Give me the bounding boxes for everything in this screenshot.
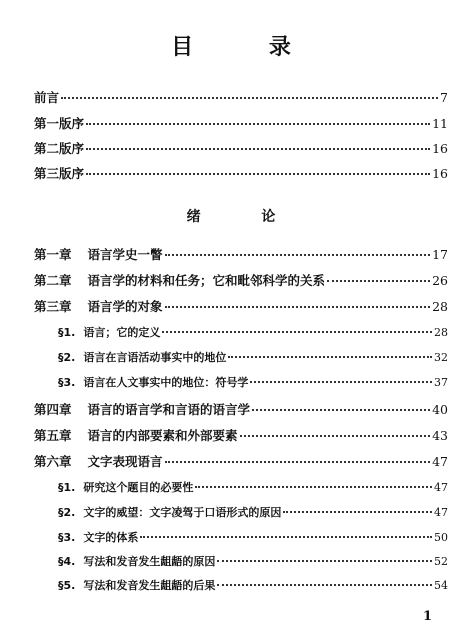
toc-page-number: 47: [434, 481, 448, 494]
toc-label: 语言学史一瞥: [87, 247, 163, 262]
toc-row-front: [34, 88, 448, 106]
toc-row-paragraph: [58, 479, 448, 495]
toc-row-paragraph: [58, 349, 448, 365]
paragraph-number: §2.: [58, 506, 76, 519]
dot-leader: [165, 296, 431, 308]
dot-leader: [140, 526, 432, 538]
dot-leader: [86, 113, 430, 125]
toc-label: 语言的语言学和言语的语言学: [87, 402, 251, 417]
chapter-number: 第四章: [34, 402, 72, 417]
dot-leader: [86, 163, 430, 175]
toc-row-chapter: [34, 426, 448, 444]
dot-leader: [252, 399, 430, 411]
toc-page-number: 52: [434, 555, 448, 568]
toc-page-number: 47: [432, 454, 448, 469]
dot-leader: [162, 321, 432, 333]
toc-row-paragraph: [58, 577, 448, 593]
toc-page-number: 40: [432, 402, 448, 417]
toc-label: 文字表现语言: [87, 454, 163, 469]
chapter-number: 第一章: [34, 247, 72, 262]
paragraph-number: §3.: [58, 376, 76, 389]
toc-page-number: 37: [434, 376, 448, 389]
toc-row-chapter: [34, 400, 448, 418]
toc-page-number: 32: [434, 351, 448, 364]
dot-leader: [165, 244, 431, 256]
toc-row-chapter: [34, 452, 448, 470]
toc-page-number: 47: [434, 506, 448, 519]
dot-leader: [250, 371, 432, 383]
toc-page-number: 26: [432, 273, 448, 288]
toc-page-number: 17: [432, 247, 448, 262]
toc-row-paragraph: [58, 553, 448, 569]
dot-leader: [165, 451, 431, 463]
toc-row-paragraph: [58, 324, 448, 340]
paragraph-number: §5.: [58, 579, 76, 592]
toc-label: 研究这个题目的必要性: [83, 481, 194, 494]
toc-page-number: 16: [432, 166, 448, 181]
chapter-number: 第三章: [34, 299, 72, 314]
toc-page-number: 50: [434, 531, 448, 544]
dot-leader: [327, 270, 430, 282]
toc-page-number: 28: [434, 326, 448, 339]
toc-label: 写法和发音发生龃龉的后果: [83, 579, 216, 592]
toc-page-number: 28: [432, 299, 448, 314]
paragraph-number: §2.: [58, 351, 76, 364]
toc-row-front: [34, 114, 448, 132]
dot-leader: [86, 138, 430, 150]
dot-leader: [217, 574, 432, 586]
dot-leader: [283, 501, 432, 513]
paragraph-number: §3.: [58, 531, 76, 544]
dot-leader: [217, 550, 432, 562]
toc-label: 语言；它的定义: [83, 326, 161, 339]
toc-label: 文字的威望：文字凌驾于口语形式的原因: [83, 506, 282, 519]
toc-row-paragraph: [58, 529, 448, 545]
toc-page-number: 11: [432, 116, 448, 131]
toc-label: 语言学的对象: [87, 299, 163, 314]
dot-leader: [195, 476, 432, 488]
toc-page-number: 7: [440, 90, 448, 105]
toc-page-number: 16: [432, 141, 448, 156]
toc-row-chapter: [34, 297, 448, 315]
toc-label: 文字的体系: [83, 531, 139, 544]
paragraph-number: §4.: [58, 555, 76, 568]
dot-leader: [61, 87, 438, 99]
footer-page-number: 1: [422, 609, 432, 624]
dot-leader: [228, 346, 432, 358]
toc-row-front: [34, 139, 448, 157]
toc-label: 语言学的材料和任务；它和毗邻科学的关系: [87, 273, 326, 288]
paragraph-number: §1.: [58, 481, 76, 494]
toc-page-number: 54: [434, 579, 448, 592]
chapter-number: 第二章: [34, 273, 72, 288]
toc-label: 第三版序: [34, 166, 85, 181]
dot-leader: [240, 425, 431, 437]
toc-label: 语言的内部要素和外部要素: [87, 428, 238, 443]
chapter-number: 第五章: [34, 428, 72, 443]
toc-row-chapter: [34, 271, 448, 289]
section-title: 绪 论: [186, 209, 304, 225]
toc-page-number: 43: [432, 428, 448, 443]
toc-label: 语言在人文事实中的地位：符号学: [83, 376, 249, 389]
paragraph-number: §1.: [58, 326, 76, 339]
toc-row-chapter: [34, 245, 448, 263]
toc-row-paragraph: [58, 504, 448, 520]
toc-label: 写法和发音发生龃龉的原因: [83, 555, 216, 568]
toc-label: 语言在言语活动事实中的地位: [83, 351, 227, 364]
toc-row-front: [34, 164, 448, 182]
page-title: 目 录: [171, 35, 325, 60]
toc-label: 第二版序: [34, 141, 85, 156]
chapter-number: 第六章: [34, 454, 72, 469]
toc-row-paragraph: [58, 374, 448, 390]
toc-label: 前言: [34, 90, 60, 105]
toc-label: 第一版序: [34, 116, 85, 131]
